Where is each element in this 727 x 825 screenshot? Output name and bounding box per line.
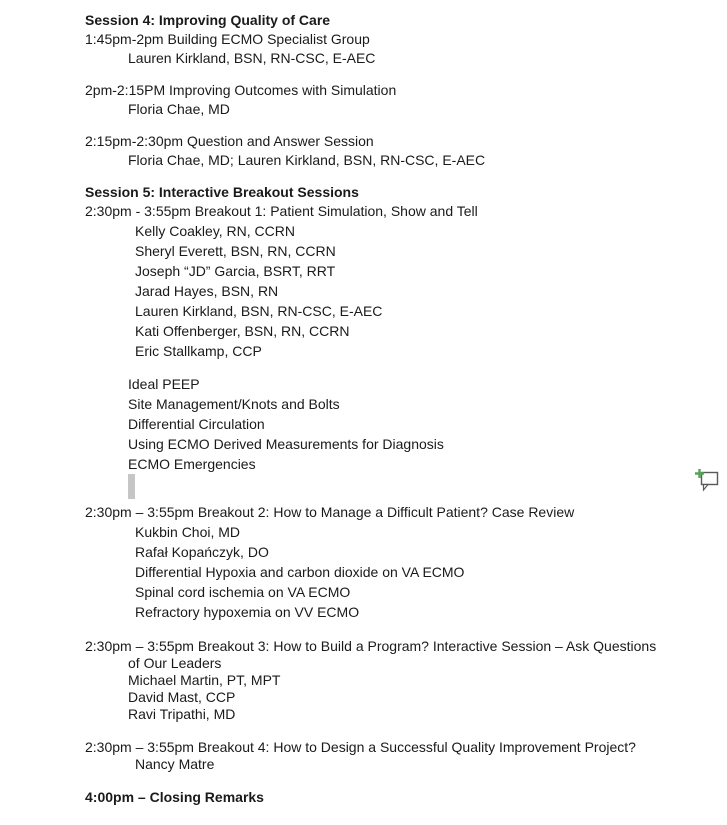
document-line[interactable]: of Our Leaders: [128, 655, 222, 671]
document-line[interactable]: Eric Stallkamp, CCP: [135, 343, 262, 359]
document-line[interactable]: Session 4: Improving Quality of Care: [85, 12, 331, 28]
document-line[interactable]: 2:30pm – 3:55pm Breakout 3: How to Build a Program? Interactive Session – Ask Questions: [85, 638, 657, 654]
document-line[interactable]: Session 5: Interactive Breakout Sessions: [85, 184, 359, 200]
document-line[interactable]: 2:15pm-2:30pm Question and Answer Session: [85, 133, 374, 149]
document-line[interactable]: Joseph “JD” Garcia, BSRT, RRT: [135, 263, 336, 279]
blank-line: [85, 119, 727, 132]
document-line[interactable]: David Mast, CCP: [128, 689, 236, 705]
document-line[interactable]: Kelly Coakley, RN, CCRN: [135, 223, 295, 239]
document-line[interactable]: 4:00pm – Closing Remarks: [85, 789, 264, 805]
document-line[interactable]: Ideal PEEP: [128, 376, 200, 392]
blank-line: [85, 622, 727, 638]
document-line[interactable]: Refractory hypoxemia on VV ECMO: [135, 604, 360, 620]
add-comment-icon: [694, 468, 720, 493]
document-line[interactable]: Jarad Hayes, BSN, RN: [135, 283, 279, 299]
document-line[interactable]: Differential Hypoxia and carbon dioxide on VA ECMO: [135, 564, 465, 580]
blank-line: [85, 723, 727, 739]
blank-line: [85, 773, 727, 789]
document-line[interactable]: 2:30pm – 3:55pm Breakout 2: How to Manage a Difficult Patient? Case Review: [85, 504, 575, 520]
document-line[interactable]: Site Management/Knots and Bolts: [128, 396, 340, 412]
document-line[interactable]: Spinal cord ischemia on VA ECMO: [135, 584, 351, 600]
document-line[interactable]: Kati Offenberger, BSN, RN, CCRN: [135, 323, 350, 339]
document-line[interactable]: Ravi Tripathi, MD: [128, 706, 236, 722]
blank-line: [85, 361, 727, 374]
blank-line: [85, 68, 727, 81]
document-line[interactable]: Lauren Kirkland, BSN, RN-CSC, E-AEC: [135, 303, 383, 319]
document-line[interactable]: Floria Chae, MD; Lauren Kirkland, BSN, RN-CSC, E-AEC: [128, 152, 486, 168]
document-line[interactable]: 2pm-2:15PM Improving Outcomes with Simulation: [85, 82, 397, 98]
document-line[interactable]: Lauren Kirkland, BSN, RN-CSC, E-AEC: [128, 50, 376, 66]
document-line[interactable]: Floria Chae, MD: [128, 101, 230, 117]
selected-blank-line[interactable]: [85, 474, 727, 502]
document-line[interactable]: Nancy Matre: [135, 756, 215, 772]
blank-line: [85, 170, 727, 183]
document-line[interactable]: 1:45pm-2pm Building ECMO Specialist Group: [85, 31, 370, 47]
document-line[interactable]: Michael Martin, PT, MPT: [128, 672, 281, 688]
add-comment-button[interactable]: [694, 468, 720, 493]
selection-highlight[interactable]: [128, 474, 135, 499]
document-line[interactable]: Rafał Kopańczyk, DO: [135, 544, 269, 560]
document-line[interactable]: Kukbin Choi, MD: [135, 524, 241, 540]
document-line[interactable]: Using ECMO Derived Measurements for Diagnosis: [128, 436, 444, 452]
document-line[interactable]: ECMO Emergencies: [128, 456, 256, 472]
document-line[interactable]: 2:30pm – 3:55pm Breakout 4: How to Design a Successful Quality Improvement Project?: [85, 739, 636, 755]
document-line[interactable]: 2:30pm - 3:55pm Breakout 1: Patient Simulation, Show and Tell: [85, 203, 478, 219]
document-line[interactable]: Differential Circulation: [128, 416, 265, 432]
document-line[interactable]: Sheryl Everett, BSN, RN, CCRN: [135, 243, 336, 259]
